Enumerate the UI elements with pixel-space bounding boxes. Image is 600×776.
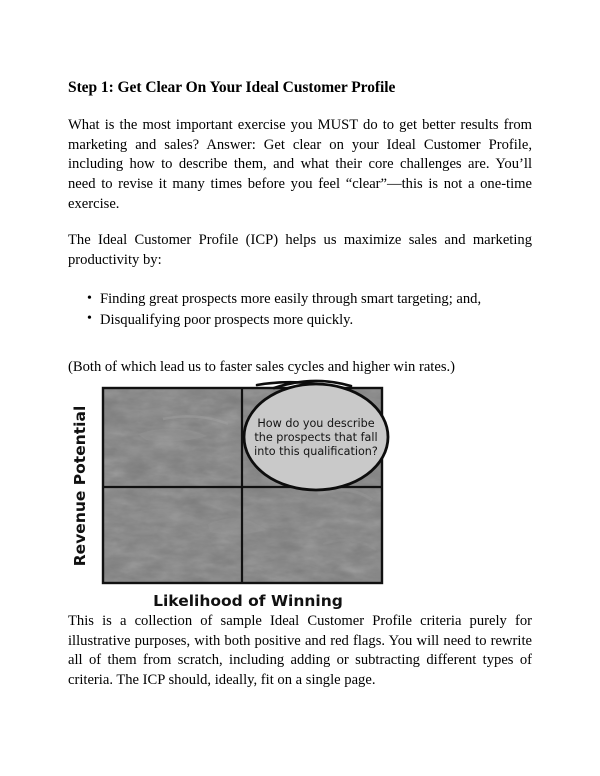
closing-text-block <box>68 610 532 707</box>
y-axis-label: Revenue Potential <box>71 405 89 567</box>
list-item: • Finding great prospects more easily through smart targeting; and, <box>68 290 532 310</box>
page-title: Step 1: Get Clear On Your Ideal Customer Profile <box>68 79 396 96</box>
document-body <box>68 78 532 378</box>
icp-benefits-list <box>68 290 532 330</box>
callout-line-3: into this qualification? <box>254 445 378 458</box>
list-item: • Disqualifying poor prospects more quickly. <box>68 311 532 331</box>
paragraph-closing: This is a collection of sample Ideal Customer Profile criteria purely for illustrative purposes, with both positive and red flags. You will need to rewrite all of them from scratch, including adding or subtracting different types of criteria. The ICP should, ideally, fit on a single page. <box>68 613 532 688</box>
paragraph-intro: What is the most important exercise you MUST do to get better results from marketing and sales? Answer: Get clear on your Ideal Customer Profile, including how to describe them, and what their core challenges are. You’ll need to revise it many times before you feel “clear”—this is not a one-time exercise. <box>68 117 532 212</box>
callout-bubble <box>244 384 388 490</box>
x-axis-label: Likelihood of Winning <box>153 592 343 610</box>
quadrant-diagram <box>68 374 398 614</box>
callout-line-1: How do you describe <box>257 417 375 430</box>
paragraph-icp-purpose: The Ideal Customer Profile (ICP) helps us maximize sales and marketing productivity by: <box>68 232 532 268</box>
callout-line-2: the prospects that fall <box>254 431 378 444</box>
paragraph-outcome: (Both of which lead us to faster sales cycles and higher win rates.) <box>68 359 456 376</box>
